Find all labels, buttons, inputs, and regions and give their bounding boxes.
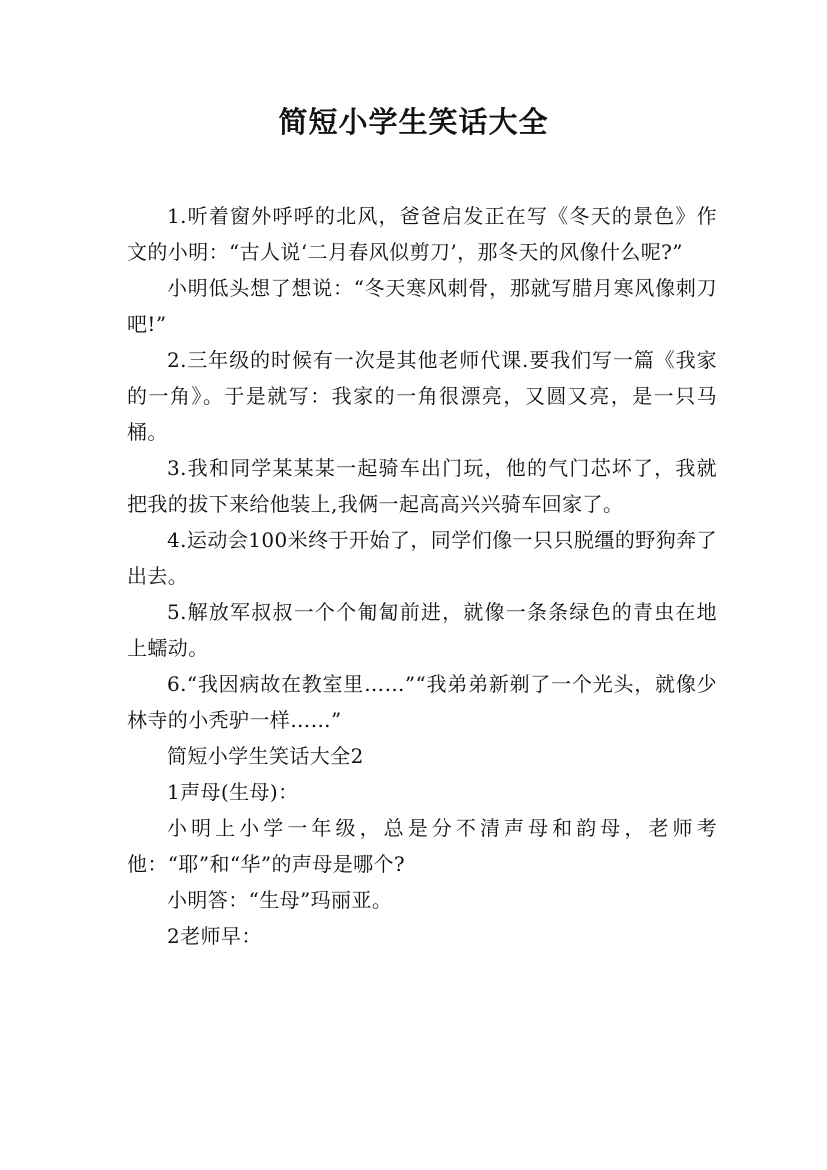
paragraph-joke-6: 6.“我因病故在教室里……”“我弟弟新剃了一个光头，就像少林寺的小秃驴一样……” — [127, 672, 717, 732]
paragraph-item-1-text: 小明上小学一年级，总是分不清声母和韵母，老师考他：“耶”和“华”的声母是哪个? — [127, 816, 717, 876]
paragraph-item-heading-1: 1声母(生母)： — [167, 780, 299, 804]
paragraph-joke-4: 4.运动会100米终于开始了，同学们像一只只脱缰的野狗奔了出去。 — [127, 528, 717, 588]
document-body — [127, 198, 717, 954]
paragraph-joke-1-answer: 小明低头想了想说：“冬天寒风刺骨，那就写腊月寒风像刺刀吧!” — [127, 276, 717, 336]
section-heading-2: 简短小学生笑话大全2 — [167, 744, 364, 768]
paragraph-item-heading-2: 2老师早： — [167, 924, 262, 948]
paragraph-joke-3: 3.我和同学某某某一起骑车出门玩，他的气门芯坏了，我就把我的拔下来给他装上,我俩一起高高兴兴骑车回家了。 — [127, 456, 717, 516]
paragraph-joke-1: 1.听着窗外呼呼的北风，爸爸启发正在写《冬天的景色》作文的小明：“古人说‘二月春风似剪刀’，那冬天的风像什么呢?” — [127, 204, 717, 264]
paragraph-joke-5: 5.解放军叔叔一个个匍匐前进，就像一条条绿色的青虫在地上蠕动。 — [127, 600, 717, 660]
paragraph-joke-2: 2.三年级的时候有一次是其他老师代课.要我们写一篇《我家的一角》。于是就写：我家的一角很漂亮，又圆又亮，是一只马桶。 — [127, 348, 717, 444]
paragraph-item-1-answer: 小明答：“生母”玛丽亚。 — [167, 888, 393, 912]
document-title: 简短小学生笑话大全 — [278, 105, 549, 139]
